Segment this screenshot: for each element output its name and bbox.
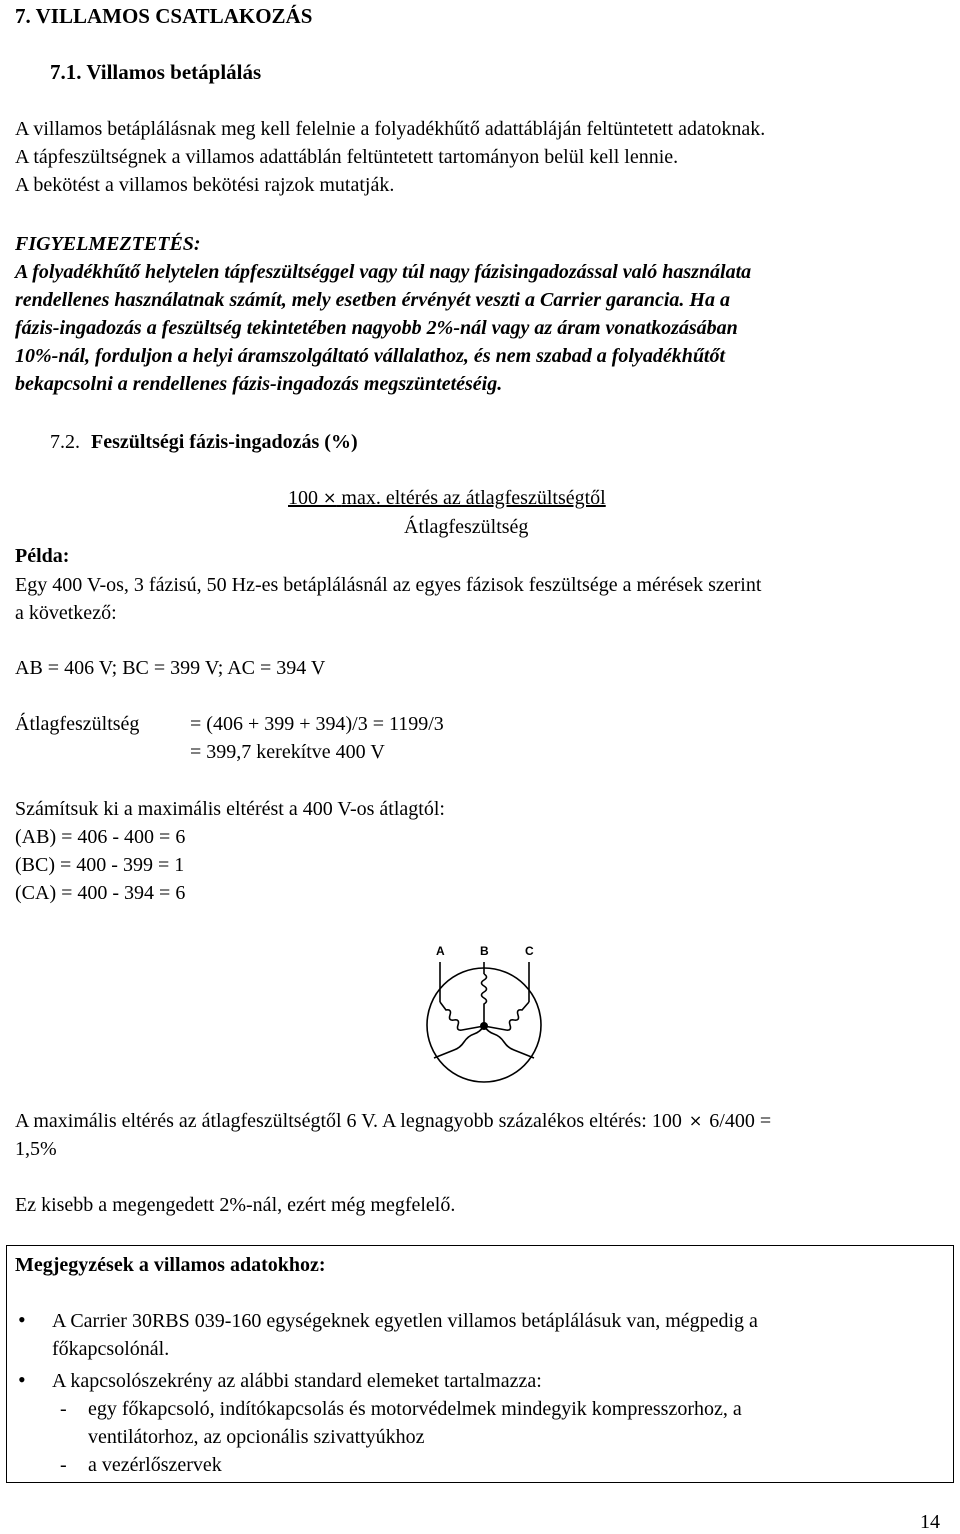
formula-denominator: Átlagfeszültség (404, 516, 529, 538)
section-title: Feszültségi fázis-ingadozás (%) (91, 431, 358, 453)
dash-1-line-1: egy főkapcsoló, indítókapcsolás és motorvédelmek mindegyik kompresszorhoz, a (88, 1398, 742, 1420)
terminal-a-label: A (436, 944, 445, 958)
warning-line-2: rendellenes használatnak számít, mely esetben érvényét veszti a Carrier garancia. Ha a (15, 289, 730, 311)
bullet-1-line-2: főkapcsolónál. (52, 1338, 170, 1360)
bullet-2-glyph: • (18, 1367, 26, 1392)
terminal-c-label: C (525, 944, 534, 958)
warning-line-1: A folyadékhűtő helytelen tápfeszültséggel vagy túl nagy fázisingadozással való használata (15, 261, 752, 283)
page-heading: 7. VILLAMOS CSATLAKOZÁS (15, 4, 313, 28)
average-calc-2: = 399,7 kerekítve 400 V (190, 741, 385, 763)
dash-1-line-2: ventilátorhoz, az opcionális szivattyúkhoz (88, 1426, 425, 1448)
bullet-1-line-1: A Carrier 30RBS 039-160 egységeknek egyetlen villamos betáplálásuk van, mégpedig a (52, 1310, 758, 1332)
deviation-ca: (CA) = 400 - 394 = 6 (15, 882, 186, 904)
average-calc-1: = (406 + 399 + 394)/3 = 1199/3 (190, 713, 444, 735)
measurements: AB = 406 V; BC = 399 V; AC = 394 V (15, 657, 326, 679)
result-line-2: 1,5% (15, 1138, 57, 1160)
deviation-bc: (BC) = 400 - 399 = 1 (15, 854, 185, 876)
example-line-2: a következő: (15, 602, 117, 624)
conclusion: Ez kisebb a megengedett 2%-nál, ezért még megfelelő. (15, 1194, 456, 1216)
section-7-2-heading (50, 428, 358, 456)
result-times-symbol: × (688, 1111, 703, 1130)
section-number: 7.2. (50, 431, 80, 453)
example-line-1: Egy 400 V-os, 3 fázisú, 50 Hz-es betáplálásnál az egyes fázisok feszültsége a mérések szerint (15, 574, 762, 596)
times-symbol: × (323, 488, 337, 507)
intro-line-1: A villamos betáplálásnak meg kell felelnie a folyadékhűtő adattábláján feltüntetett adatoknak. (15, 118, 766, 140)
formula-numerator (288, 484, 606, 513)
section-heading: 7.1. Villamos betáplálás (50, 60, 262, 84)
formula-numerator-text: max. eltérés az átlagfeszültségtől (341, 487, 606, 509)
intro-line-2: A tápfeszültségnek a villamos adattáblán feltüntetett tartományon belül kell lennie. (15, 146, 679, 168)
terminal-b-label: B (480, 944, 489, 958)
formula-number: 100 (288, 487, 318, 509)
dash-1-glyph: - (60, 1398, 67, 1420)
intro-line-3: A bekötést a villamos bekötési rajzok mutatják. (15, 174, 395, 196)
page-number: 14 (920, 1511, 940, 1533)
warning-line-5: bekapcsolni a rendellenes fázis-ingadozás megszüntetéséig. (15, 373, 503, 395)
bullet-2-text: A kapcsolószekrény az alábbi standard elemeket tartalmazza: (52, 1370, 542, 1392)
bullet-1-glyph: • (18, 1307, 26, 1332)
windings (434, 974, 534, 1058)
warning-line-3: fázis-ingadozás a feszültség tekintetében nagyobb 2%-nál vagy az áram vonatkozásában (15, 317, 738, 339)
example-label: Példa: (15, 545, 70, 567)
dash-2-glyph: - (60, 1454, 67, 1476)
average-label: Átlagfeszültség (15, 713, 140, 735)
warning-line-4: 10%-nál, forduljon a helyi áramszolgáltató vállalathoz, és nem szabad a folyadékhűtőt (15, 345, 726, 367)
deviation-ab: (AB) = 406 - 400 = 6 (15, 826, 186, 848)
result-text-b: 6/400 = (709, 1110, 772, 1132)
star-connection-diagram (400, 930, 570, 1100)
dash-2-line-1: a vezérlőszervek (88, 1454, 222, 1476)
result-text-a: A maximális eltérés az átlagfeszültségtől 6 V. A legnagyobb százalékos eltérés: 100 (15, 1110, 682, 1132)
warning-title: FIGYELMEZTETÉS: (15, 233, 201, 255)
deviation-intro: Számítsuk ki a maximális eltérést a 400 V-os átlagtól: (15, 798, 445, 820)
result-line-1 (15, 1107, 771, 1136)
star-point (480, 1022, 488, 1030)
notes-title: Megjegyzések a villamos adatokhoz: (15, 1254, 326, 1276)
